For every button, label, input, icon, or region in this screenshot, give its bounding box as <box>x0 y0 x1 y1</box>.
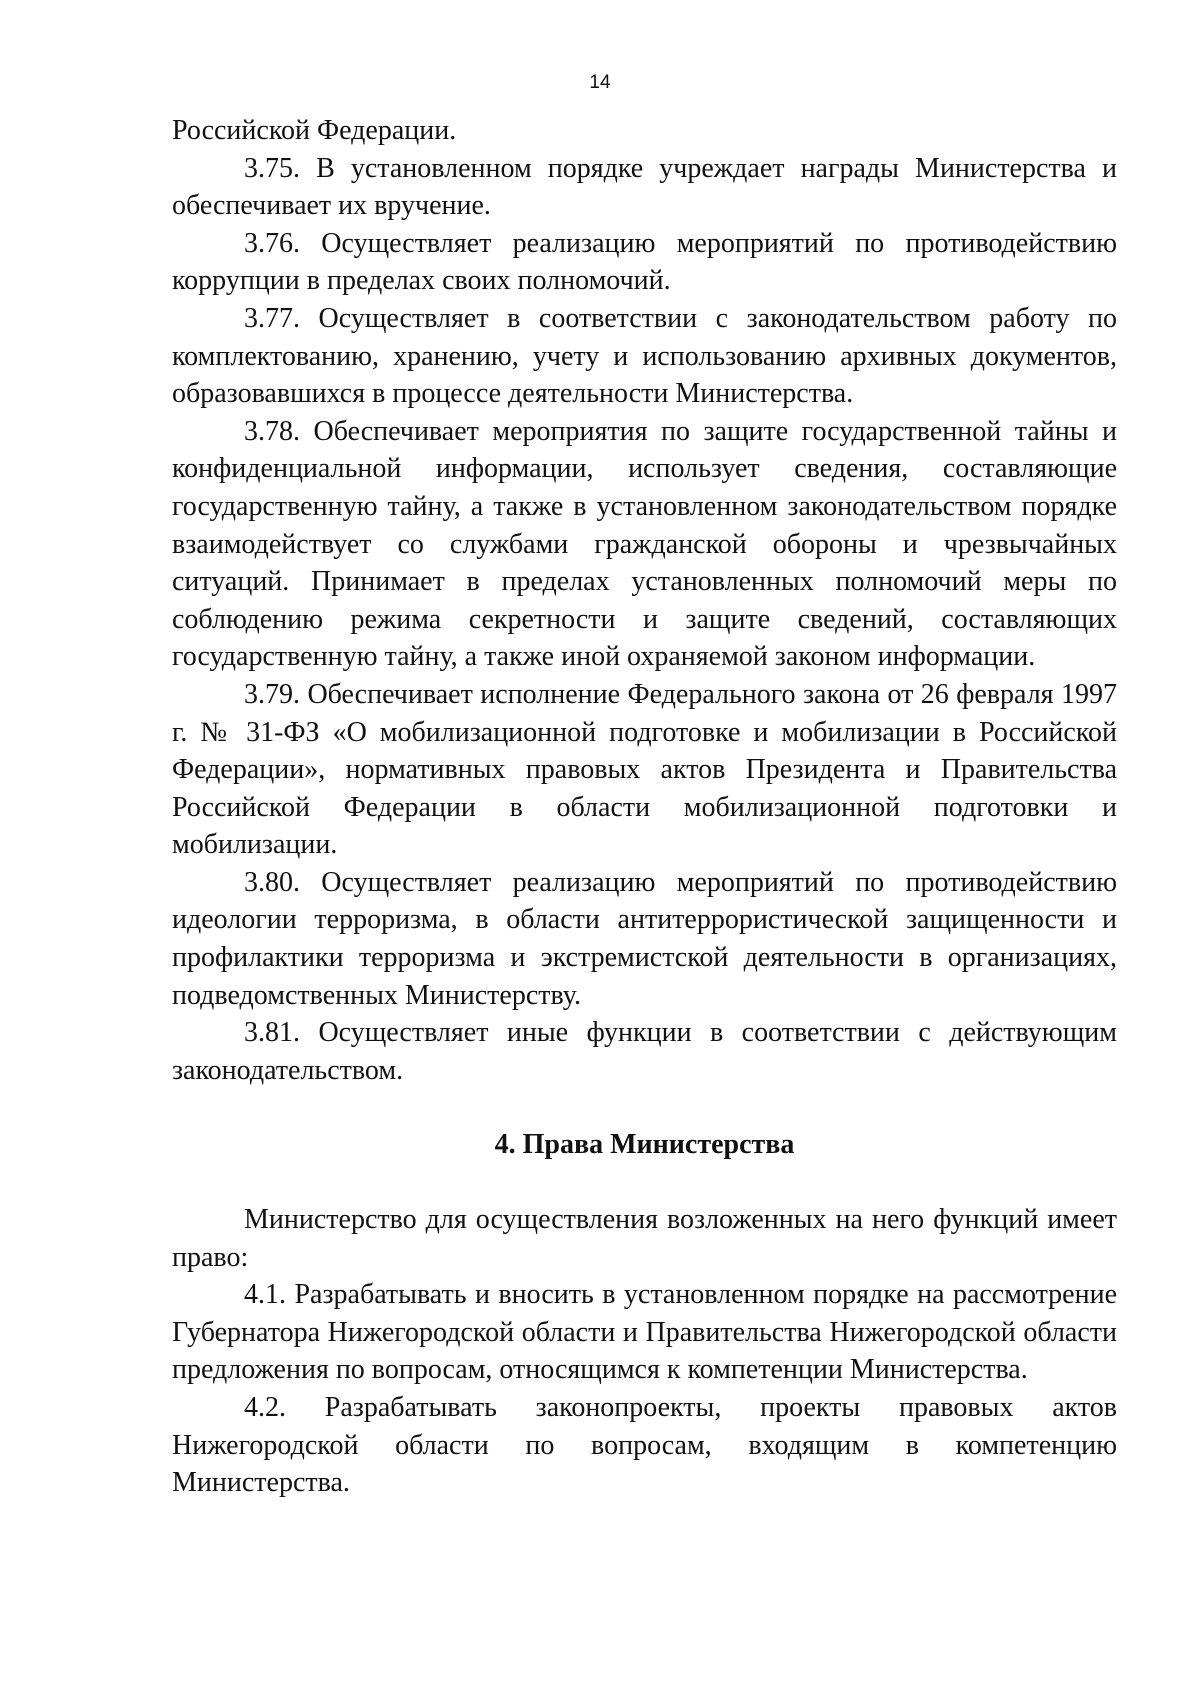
clause-3-75: 3.75. В установленном порядке учреждает награды Министерства и обеспечивает их вручение. <box>172 152 1117 222</box>
clause-3-76: 3.76. Осуществляет реализацию мероприятий по противодействию коррупции в пределах своих полномочий. <box>172 227 1117 297</box>
rights-intro: Министерство для осуществления возложенных на него функций имеет право: <box>172 1204 1117 1273</box>
clause-4-1: 4.1. Разрабатывать и вносить в установленном порядке на рассмотрение Губернатора Нижегородской области и Правительства Нижегородской области предложения по вопросам, относящимся к компетенции Министерства. <box>172 1279 1117 1386</box>
page-number: 14 <box>589 72 611 93</box>
clause-3-80: 3.80. Осуществляет реализацию мероприятий по противодействию идеологии терроризма, в области антитеррористической защищенности и профилактики терроризма и экстремистской деятельности в организациях, подведомственных Министерству. <box>172 866 1117 1011</box>
paragraph-continuation: Российской Федерации. <box>172 115 457 146</box>
clause-3-77: 3.77. Осуществляет в соответствии с законодательством работу по комплектованию, хранению, учету и использованию архивных документов, образовавшихся в процессе деятельности Министерства. <box>172 302 1117 410</box>
clause-3-79: 3.79. Обеспечивает исполнение Федерального закона от 26 февраля 1997 г. № 31-ФЗ «О мобилизационной подготовке и мобилизации в Российской Федерации», нормативных правовых актов Президента и Правительства Российской Федерации в области мобилизационной подготовки и мобилизации. <box>172 678 1117 861</box>
section-heading: 4. Права Министерства <box>494 1129 795 1161</box>
document-body <box>172 112 1117 1502</box>
clause-3-78: 3.78. Обеспечивает мероприятия по защите государственной тайны и конфиденциальной информации, использует сведения, составляющие государственную тайну, а также в установленном законодательством порядке взаимодействует со службами гражданской обороны и чрезвычайных ситуаций. Принимает в пределах установленных полномочий меры по соблюдению режима секретности и защите сведений, составляющих государственную тайну, а также иной охраняемой законом информации. <box>172 415 1117 673</box>
clause-4-2: 4.2. Разрабатывать законопроекты, проекты правовых актов Нижегородской области по вопросам, входящим в компетенцию Министерства. <box>172 1392 1117 1499</box>
clause-3-81: 3.81. Осуществляет иные функции в соответствии с действующим законодательством. <box>172 1017 1117 1086</box>
